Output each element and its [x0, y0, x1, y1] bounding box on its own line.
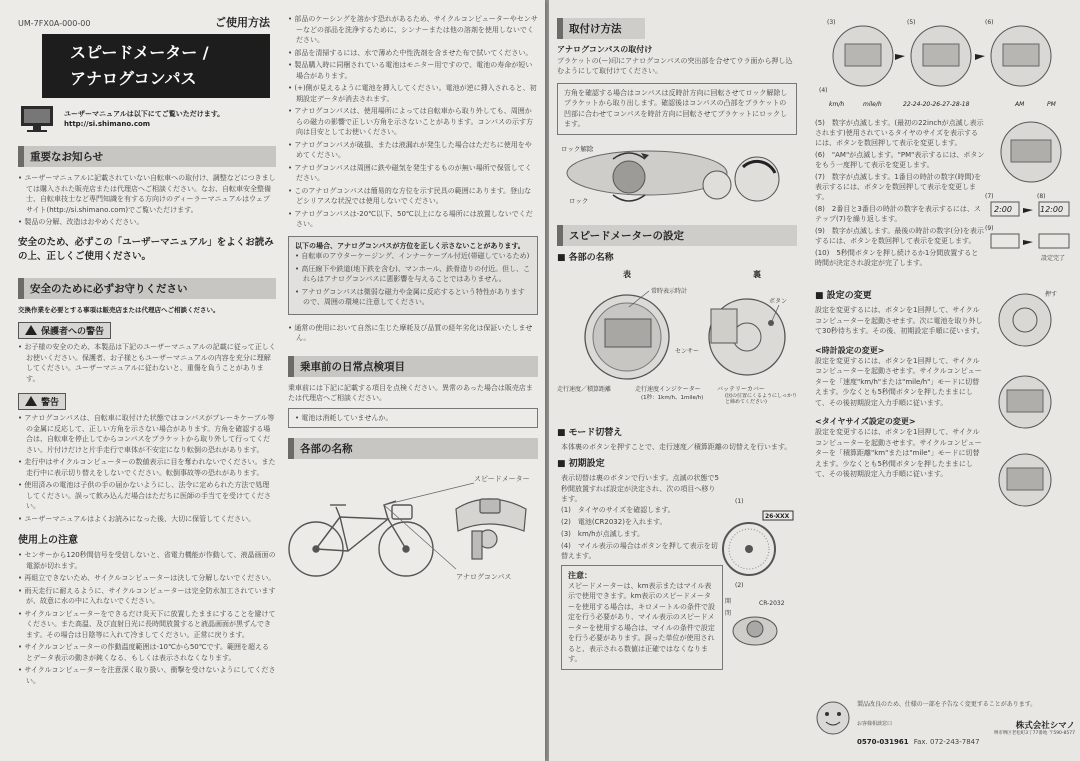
tire-size-label: 26-XXX — [765, 513, 790, 520]
usage-item-4: • サイクルコンピューターをできるだけ炎天下に放置したままにすることを避けてください。また高温、及び直射日光に長時間放置すると液晶画面が黒ずんできます。その場合は日陰等に入れて冷ましてください。正常に戻ります。 — [18, 609, 276, 641]
init-text: 表示切替は裏のボタンで行います。点滅の状態で5秒間放置すれば設定が決定され、次の項目へ移ります。 — [561, 474, 719, 503]
button-label: ボタン — [769, 297, 788, 305]
compass-box-item-1: • 自転車のアウターケージング、インナーケーブル付近(帯磁しているため) — [295, 251, 531, 262]
notice-item-2: • 製品の分解、改造はおやめください。 — [18, 217, 276, 228]
page-title-line1: スピードメーター / — [70, 43, 209, 62]
guardian-label-text: 保護者への警告 — [41, 327, 105, 337]
init-step-4: (4) マイル表示の場合はボタンを押して表示を切替えます。 — [561, 541, 718, 560]
step-5-label: (5) — [907, 19, 916, 26]
mode-heading: ■ モード切替え — [557, 425, 797, 438]
units-label: (1秒：1km/h、1mile/h) — [641, 394, 704, 401]
warning-triangle-icon — [25, 396, 37, 406]
footer — [815, 700, 1075, 748]
speedometer-heading: スピードメーターの設定 — [557, 225, 797, 246]
settings-done-label: 設定完了 — [1041, 255, 1066, 262]
speedometer-parts-diagram — [557, 267, 797, 417]
mile-label: mile/h — [863, 101, 882, 108]
compass-install-title: アナログコンパスの取付け — [557, 45, 653, 54]
left-column-1 — [18, 0, 276, 688]
replace-note: 交換作業を必要とする事項は販売店または代理店へご相談ください。 — [18, 305, 220, 314]
right-page — [549, 0, 1080, 761]
footer-contact-label: お客様相談窓口 — [857, 720, 893, 727]
step-right-10: (10) 5秒間ボタンを押し続けるか1分間放置すると時間が決定され設定が完了します。 — [815, 249, 979, 267]
right-column-2 — [815, 0, 1075, 746]
warning-item-2: • 走行中はサイクルコンピューターの数値表示に目を奪われないでください。また走行中に表示切り替えをしないでください。転倒事故等の恐れがあります。 — [18, 457, 276, 478]
after-box-note: • 通常の使用において自然に生じた摩耗及び品質の経年劣化は保証いたしません。 — [288, 323, 538, 344]
parts-names-heading: ■ 各部の名称 — [557, 250, 797, 263]
battery-cover-note: (図の位置にくるようにしっかりと締めてください) — [725, 392, 797, 405]
daily-text: 乗車前には下記に記載する項目を点検ください。異常のあった場合は販売店または代理店へご相談ください。 — [288, 383, 533, 402]
col2-item-2: • 部品を清掃するには、水で薄めた中性洗剤を含ませた布で拭いてください。 — [288, 48, 538, 59]
compass-install-diagram — [557, 137, 797, 217]
compass-box-title: 以下の場合、アナログコンパスが方位を正しく示さないことがあります。 — [295, 241, 525, 250]
step-2-label: (2) — [735, 582, 744, 589]
time2-label: 12:00 — [1040, 205, 1064, 214]
daily-heading: 乗車前の日常点検項目 — [288, 356, 538, 377]
warning-item-4: • ユーザーマニュアルはよくお読みになった後、大切に保管してください。 — [18, 514, 276, 525]
step-9-label: (9) — [985, 225, 994, 232]
compass-box-item-3: • アナログコンパスは微弱な磁力や金属に反応するという特性がありますので、周囲の環境に注意してください。 — [295, 287, 531, 308]
step-6-label: (6) — [985, 19, 994, 26]
settings-change-diagram — [985, 284, 1073, 524]
daily-box — [288, 408, 538, 429]
step-right-7: (7) 数字が点滅します。1番目の時計の数字(時間)を表示するには、ボタンを数回押して表示を変更します。 — [815, 173, 982, 201]
bicycle-diagram — [288, 469, 538, 599]
parts-heading: 各部の名称 — [288, 438, 538, 459]
footer-phone: 0570-031961 — [857, 738, 909, 746]
footer-company: 株式会社シマノ — [1015, 720, 1075, 731]
col2-item-3: • 製品購入時に同梱されている電池はモニター用ですので、電池の寿命が短い場合があります。 — [288, 60, 538, 81]
note-title: 注意： — [568, 570, 592, 580]
am-label: AM — [1015, 101, 1025, 108]
clock-setting-diagram — [985, 118, 1073, 278]
col2-item-7: • アナログコンパスは周囲に鉄や磁気を発生するものが無い場所で保管してください。 — [288, 163, 538, 184]
right-column-1 — [557, 0, 797, 670]
col2-item-1: • 部品のケーシングを溶かす恐れがあるため、サイクルコンピューターやセンサーなどの部品を洗浄するために、シンナーまたは他の溶剤を使用しないでください。 — [288, 14, 538, 46]
shimano-mascot-icon — [815, 700, 851, 736]
lock-release-label: ロック解除 — [561, 144, 594, 153]
compass-box-item-2: • 高圧線下や鉄道(地下鉄を含む)、マンホール、鉄骨造りの付近。但し、これらはアナログコンパスに悪影響を与えることではありません。 — [295, 264, 531, 285]
init-step-3: (3) km/hが点滅します。 — [561, 529, 645, 538]
open-label: 開 — [725, 598, 732, 605]
km-label: km/h — [829, 101, 845, 108]
front-label: 表 — [623, 269, 631, 279]
col2-item-8: • このアナログコンパスは簡易的な方位を示す民具の範囲にあります。登山などシリアスな状況では使用しないでください。 — [288, 186, 538, 207]
guardian-item-1: • お子様の安全のため、本製品は下記のユーザーマニュアルの記載に従って正しくお使いください。保護者、お子様ともユーザーマニュアルの内容を充分に理解してください。ユーザーマニュアルに従わないと、重傷を負うことがあります。 — [18, 342, 276, 384]
manual-note: ユーザーマニュアルは以下にてご覧いただけます。 — [64, 109, 225, 118]
step-4-label: (4) — [819, 87, 828, 94]
compass-instruction-box — [557, 83, 797, 135]
tire-change-heading: <タイヤサイズ設定の変更> — [815, 417, 916, 426]
numbers-seq: 22-24-20-26-27-28-18 — [903, 101, 970, 108]
change-text: 設定を変更するには、ボタンを1回押して、サイクルコンピューターを起動させます。次に電池を取り外して30秒待ちます。その後、初期設定手順に従います。 — [815, 306, 984, 335]
doc-code: UM-7FX0A-000-00 — [18, 19, 91, 28]
manual-url[interactable]: http://si.shimano.com — [64, 120, 151, 128]
close-label: 閉 — [725, 610, 732, 617]
init-step-2: (2) 電池(CR2032)を入れます。 — [561, 517, 667, 526]
speedometer-label: スピードメーター — [474, 475, 530, 483]
col2-item-5: • アナログコンパスは、使用場所によっては自転車から取り外しても、周囲からの磁力の影響で正しい方角を示さないことがあります。コンパスの示す方向は目安としてお使いください。 — [288, 106, 538, 138]
monitor-icon — [18, 104, 58, 134]
usage-item-2: • 再組立できないため、サイクルコンピューターは決して分解しないでください。 — [18, 573, 276, 584]
safety-heading: 安全のために必ずお守りください — [18, 278, 276, 299]
compass-box-text: 方角を確認する場合はコンパスは反時計方向に回転させてロック解除しブラケットから取り出します。確認後はコンパスの凸部をブラケットの凹部に合わせてコンパスを時計方向に回転させてブラケットにロックします。 — [564, 88, 788, 128]
compass-warning-box — [288, 236, 538, 315]
step-1-label: (1) — [735, 498, 744, 505]
sensor-label: センサー — [675, 347, 700, 355]
clock-label: 常時表示時計 — [651, 287, 688, 295]
header-label: ご使用方法 — [215, 16, 270, 29]
press-label: 押す — [1045, 291, 1058, 298]
mode-text: 本体裏のボタンを押すことで、走行速度／積算距離の切替えを行います。 — [561, 442, 792, 451]
tire-battery-diagram — [721, 473, 797, 653]
col2-item-9: • アナログコンパスは-20℃以下、50℃以上になる場所には放置しないでください。 — [288, 209, 538, 230]
page-title-line2: アナログコンパス — [70, 69, 197, 88]
warning-label-text: 警告 — [41, 398, 60, 408]
usage-item-6: • サイクルコンピューターを注意深く取り扱い、衝撃を受けないようにしてください。 — [18, 665, 276, 686]
tire-change-text: 設定を変更するには、ボタンを1回押して、サイクルコンピューターを起動させます。サイクルコンピューターを「積算距離"km"または"mile"」モードに切替えます。少なくとも5秒間ボタンを押したままにして、その後初期設定入力手順に従います。 — [815, 428, 982, 478]
battery-label: CR-2032 — [759, 600, 785, 607]
safety-read: 安全のため、必ずこの「ユーザーマニュアル」をよくお読みの上、正しくご使用ください。 — [18, 236, 274, 262]
daily-item-1: • 電池は消耗していませんか。 — [295, 413, 531, 424]
usage-item-5: • サイクルコンピューターの作動温度範囲は-10℃から50℃です。範囲を超えるとデータ表示の動きが鈍くなる、もしくは表示されなくなります。 — [18, 642, 276, 663]
step-right-5: (5) 数字が点滅します。(最初の22inchが点滅し表示されます)使用されているタイヤのサイズを表示するには、ボタンを数回押して表示を変更します。 — [815, 119, 984, 147]
init-step-1: (1) タイヤのサイズを確認します。 — [561, 505, 675, 514]
title-box — [42, 34, 270, 98]
note-box — [561, 565, 723, 670]
pm-label: PM — [1047, 101, 1056, 108]
step-3-label: (3) — [827, 19, 836, 26]
step-right-9: (9) 数字が点滅します。最後の時計の数字(分)を表示するには、ボタンを数回押して表示を変更します。 — [815, 227, 984, 245]
usage-heading: 使用上の注意 — [18, 535, 78, 546]
step-right-8: (8) 2番目と3番目の時計の数字を表示するには、ステップ(7)を繰り返します。 — [815, 205, 981, 223]
footer-fax: Fax. 072-243-7847 — [913, 738, 980, 746]
install-heading: 取付け方法 — [557, 18, 645, 39]
warning-item-1: • アナログコンパスは、自転車に取付けた状態ではコンパスがブレーキケーブル等の金属に反応して、正しい方角を示さない場合があります。方角を確認する場合は、自転車を停止してからコンパスをブラケットから取り外して行ってください。片付けだけと片手走行で車体が不安定になり転倒の恐れがあります。 — [18, 413, 276, 455]
lock-label: ロック — [569, 196, 589, 205]
speed-indicator-label: 走行速度インジケーター — [635, 385, 701, 393]
col2-item-6: • アナログコンパスが破損、または液漏れが発生した場合はただちに使用をやめてください。 — [288, 140, 538, 161]
footer-note: 製品改良のため、仕様の一部を予告なく変更することがあります。 — [857, 701, 1037, 708]
step-right-6: (6) "AM"が点滅します。"PM"表示するには、ボタンをもう一度押して表示を変更します。 — [815, 151, 985, 169]
notice-item-1: • ユーザーマニュアルに記載されていない自転車への取付け、調整などにつきましては購入された販売店または代理店へご相談ください。なお、自転車安全整備士、自転車技士など専門知識を有する方向けのディーラーマニュアルはウェブサイト(http://si.shimano.com)でご覧いただけます。 — [18, 173, 276, 215]
guardian-warning-label — [18, 322, 111, 339]
clock-change-heading: <時計設定の変更> — [815, 345, 885, 355]
time1-label: 2:00 — [994, 205, 1012, 214]
footer-address: 堺市堺区老松町3丁77番地 〒590-8577 — [993, 730, 1075, 736]
speed-label: 走行速度／積算距離 — [557, 385, 612, 393]
handlebar-closeup — [456, 499, 526, 559]
battery-cover-label: バッテリーカバー — [717, 385, 765, 393]
display-sequence-diagram — [815, 14, 1075, 114]
step-7-label: (7) — [985, 193, 994, 200]
step-8-label: (8) — [1037, 193, 1046, 200]
init-heading: ■ 初期設定 — [557, 456, 797, 469]
clock-change-text: 設定を変更するには、ボタンを1回押して、サイクルコンピューターを起動させます。サイクルコンピューターを「速度"km/h"または"mile/h"」モードに切替えます。少なくとも5秒間ボタンを押したままにして、その後初期設定入力手順に従います。 — [815, 356, 982, 407]
back-label: 裏 — [753, 269, 761, 279]
warning-triangle-icon — [25, 325, 37, 335]
notice-heading: 重要なお知らせ — [18, 146, 276, 167]
compass-label: アナログコンパス — [456, 573, 512, 581]
change-heading: ■ 設定の変更 — [815, 288, 985, 301]
note-text: スピードメーターは、km表示またはマイル表示で使用できます。km表示のスピードメーターを使用する場合は、キロメートルの条件で設定を行う必要があり、マイル表示のスピードメーターを使用する場合は、マイルの条件で設定を行う必要があります。誤った単位が使用されると、表示される数値は正確ではなくなります。 — [568, 581, 715, 663]
compass-install-text: ブラケットの(ー)印にアナログコンパスの突出部を合せてウラ面から押し込むようにして取付けてください。 — [557, 56, 793, 75]
col2-item-4: • (+)側が見えるように電池を挿入してください。電池が逆に挿入されると、初期設定データが消去されます。 — [288, 83, 538, 104]
left-column-2 — [288, 0, 538, 603]
usage-item-3: • 雨天走行に耐えるように、サイクルコンピューターは完全防水加工されていますが、故意に水の中に入れないでください。 — [18, 586, 276, 607]
usage-item-1: • センサーから120秒間信号を受信しないと、省電力機能が作動して、液晶画面の電源が切れます。 — [18, 550, 276, 571]
warning-item-3: • 使用済みの電池は子供の手の届かないようにし、法令に定められた方法で処理してください。誤って飲み込んだ場合はただちに医師の手当てを受けてください。 — [18, 480, 276, 512]
warning-label — [18, 393, 66, 410]
